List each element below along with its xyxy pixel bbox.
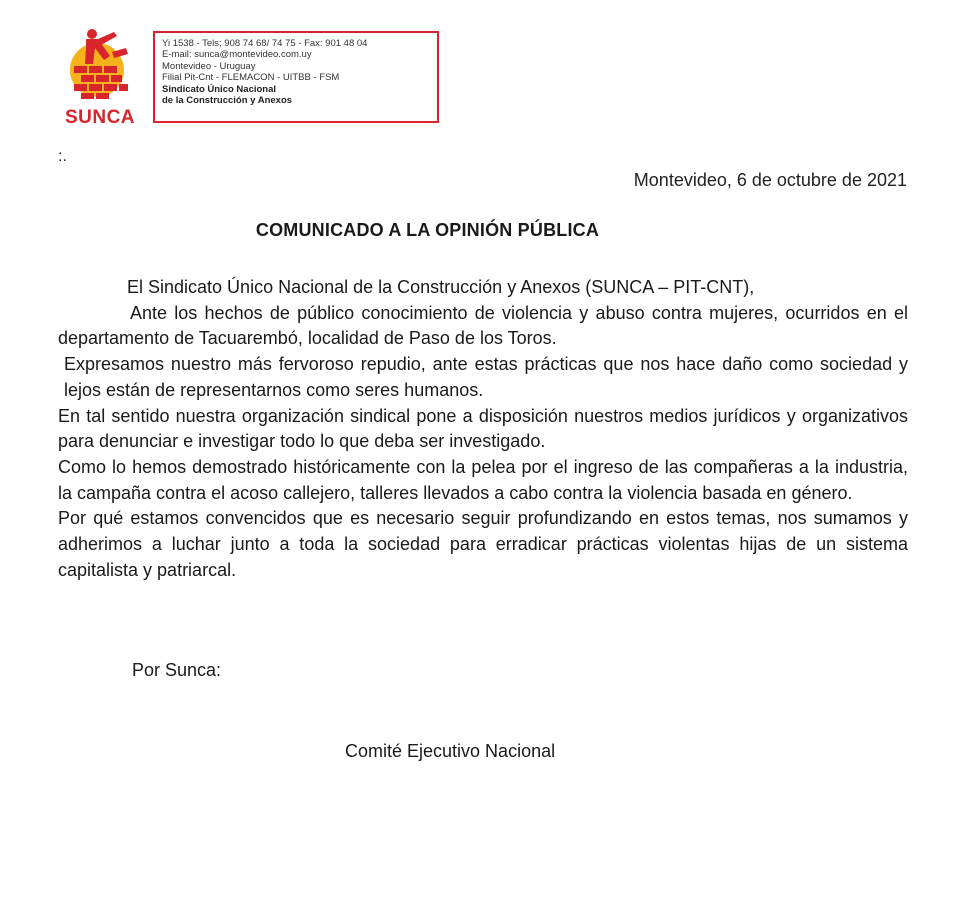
org-name-line-2: de la Construcción y Anexos [162,95,293,107]
brick-worker-icon [64,26,136,106]
contact-info-box [153,31,439,123]
signature: Comité Ejecutivo Nacional [345,741,556,761]
contact-affiliation-line: Filial Pit-Cnt - FLEMACON - UITBB - FSM [162,72,340,84]
contact-email-line: E-mail: sunca@montevideo.com.uy [162,49,312,61]
body-paragraph-repudiation: Expresamos nuestro más fervoroso repudio, ante estas prácticas que nos hace daño como sociedad y lejos están de representarnos como seres humanos. [64,354,908,400]
document-title: COMUNICADO A LA OPINIÓN PÚBLICA [255,220,600,240]
body-paragraph-intro: El Sindicato Único Nacional de la Construcción y Anexos (SUNCA – PIT-CNT), [127,277,755,297]
logo-wordmark: SUNCA [64,107,136,128]
contact-city-line: Montevideo - Uruguay [162,60,256,72]
body-paragraph-commitment: Por qué estamos convencidos que es necesario seguir profundizando en estos temas, nos sumamos y adherimos a luchar junto a toda la sociedad para erradicar prácticas violentas hijas de un sistema capitalista y patriarcal. [58,508,908,580]
document-date: Montevideo, 6 de octubre de 2021 [633,170,907,190]
body-paragraph-facts: Ante los hechos de público conocimiento de violencia y abuso contra mujeres, ocurridos en el departamento de Tacuarembó, localidad de Paso de los Toros. [58,302,908,349]
letterhead [60,26,450,130]
contact-address-line: Yi 1538 - Tels; 908 74 68/ 74 75 - Fax: 901 48 04 [162,38,368,49]
org-name-line-1: Sindicato Único Nacional [162,83,277,95]
document-body [58,275,908,583]
section-marker: :. [58,148,67,165]
closing-line: Por Sunca: [132,660,222,680]
body-paragraph-resources: En tal sentido nuestra organización sindical pone a disposición nuestros medios jurídicos y organizativos para denunciar e investigar todo lo que deba ser investigado. [58,405,908,452]
sunca-logo [60,26,140,130]
body-paragraph-history: Como lo hemos demostrado históricamente con la pelea por el ingreso de las compañeras a la industria, la campaña contra el acoso callejero, talleres llevados a cabo contra la violencia basada en género. [58,456,908,503]
